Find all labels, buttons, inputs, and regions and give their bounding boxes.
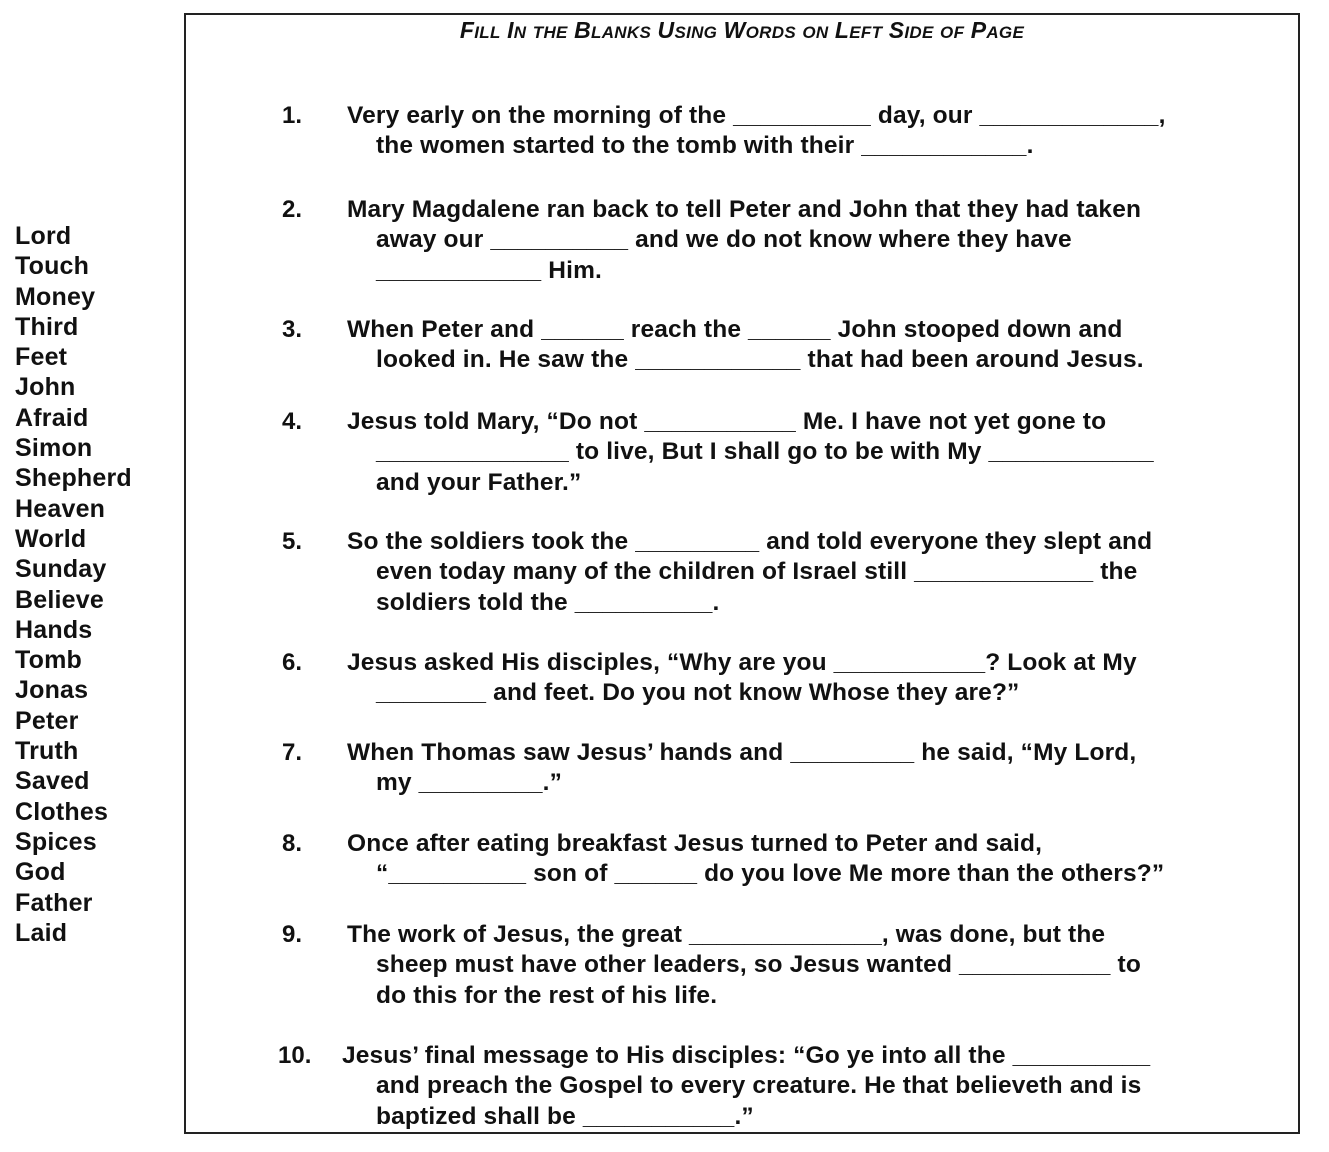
question-number: 3. <box>282 316 303 343</box>
word-bank-item: Jonas <box>15 676 89 705</box>
question-text-line: away our __________ and we do not know where they have <box>376 226 1072 254</box>
question-number: 6. <box>282 649 303 676</box>
word-bank-item: Simon <box>15 434 93 463</box>
word-bank-item: Truth <box>15 737 79 766</box>
word-bank-item: God <box>15 858 66 887</box>
word-bank-item: World <box>15 524 87 553</box>
word-bank-item: Saved <box>15 767 90 796</box>
question-number: 1. <box>282 102 303 129</box>
word-bank-item: Touch <box>15 252 90 281</box>
question-text-line: “__________ son of ______ do you love Me more than the others?” <box>376 860 1165 888</box>
word-bank-item: Afraid <box>15 403 89 432</box>
question-text-line: baptized shall be ___________.” <box>376 1102 754 1130</box>
word-bank-item: Third <box>15 312 79 341</box>
question-text-line: Mary Magdalene ran back to tell Peter and John that they had taken <box>347 196 1142 223</box>
word-bank-item: Sunday <box>15 555 107 584</box>
question-text-line: looked in. He saw the ____________ that had been around Jesus. <box>376 346 1144 374</box>
worksheet-title: FILL IN THE BLANKS USING WORDS ON LEFT SIDE OF PAGE <box>459 17 1025 43</box>
word-bank-item: Shepherd <box>15 464 132 493</box>
question-text-line: my _________.” <box>376 769 563 797</box>
question-text-line: Jesus’ final message to His disciples: “Go ye into all the __________ <box>342 1042 1151 1069</box>
word-bank-item: Clothes <box>15 797 109 826</box>
question-number: 2. <box>282 196 303 223</box>
question-number: 9. <box>282 921 303 948</box>
word-bank-item: Believe <box>15 585 104 614</box>
question-text-line: When Peter and ______ reach the ______ John stooped down and <box>347 316 1123 343</box>
word-bank-item: Father <box>15 888 93 917</box>
question-number: 7. <box>282 739 303 766</box>
question-text-line: do this for the rest of his life. <box>376 981 718 1009</box>
word-bank-item: Spices <box>15 827 97 856</box>
word-bank-item: Lord <box>15 222 72 250</box>
word-bank-item: Tomb <box>15 646 82 675</box>
question-number: 8. <box>282 830 303 857</box>
question-text-line: even today many of the children of Israel still _____________ the <box>376 558 1138 586</box>
worksheet-box <box>184 13 1300 1134</box>
word-bank-item: John <box>15 373 76 402</box>
question-text-line: ____________ Him. <box>376 256 602 284</box>
question-text-line: soldiers told the __________. <box>376 588 720 616</box>
question-text-line: ______________ to live, But I shall go to be with My ____________ <box>376 438 1154 466</box>
word-bank-item: Peter <box>15 706 79 735</box>
question-text-line: Once after eating breakfast Jesus turned to Peter and said, <box>347 830 1043 857</box>
question-text-line: sheep must have other leaders, so Jesus wanted ___________ to <box>376 951 1141 979</box>
question-text-line: the women started to the tomb with their ____________. <box>376 132 1034 160</box>
question-text-line: and preach the Gospel to every creature. He that believeth and is <box>376 1072 1142 1100</box>
question-text-line: and your Father.” <box>376 468 582 496</box>
word-bank-item: Hands <box>15 615 93 644</box>
question-text-line: ________ and feet. Do you not know Whose they are?” <box>376 679 1020 707</box>
question-text-line: So the soldiers took the _________ and told everyone they slept and <box>347 528 1153 555</box>
question-text-line: When Thomas saw Jesus’ hands and _________ he said, “My Lord, <box>347 739 1137 766</box>
question-number: 5. <box>282 528 303 555</box>
question-text-line: Jesus asked His disciples, “Why are you ___________? Look at My <box>347 649 1137 676</box>
word-bank-item: Feet <box>15 343 68 372</box>
word-bank-item: Heaven <box>15 494 106 523</box>
question-text-line: Very early on the morning of the __________ day, our _____________, <box>347 102 1166 129</box>
question-number: 4. <box>282 408 303 435</box>
word-bank-item: Laid <box>15 918 68 947</box>
question-number: 10. <box>278 1042 312 1069</box>
question-text-line: Jesus told Mary, “Do not ___________ Me. I have not yet gone to <box>347 408 1107 435</box>
word-bank <box>15 221 132 948</box>
question-text-line: The work of Jesus, the great ______________, was done, but the <box>347 921 1106 948</box>
word-bank-item: Money <box>15 282 96 311</box>
